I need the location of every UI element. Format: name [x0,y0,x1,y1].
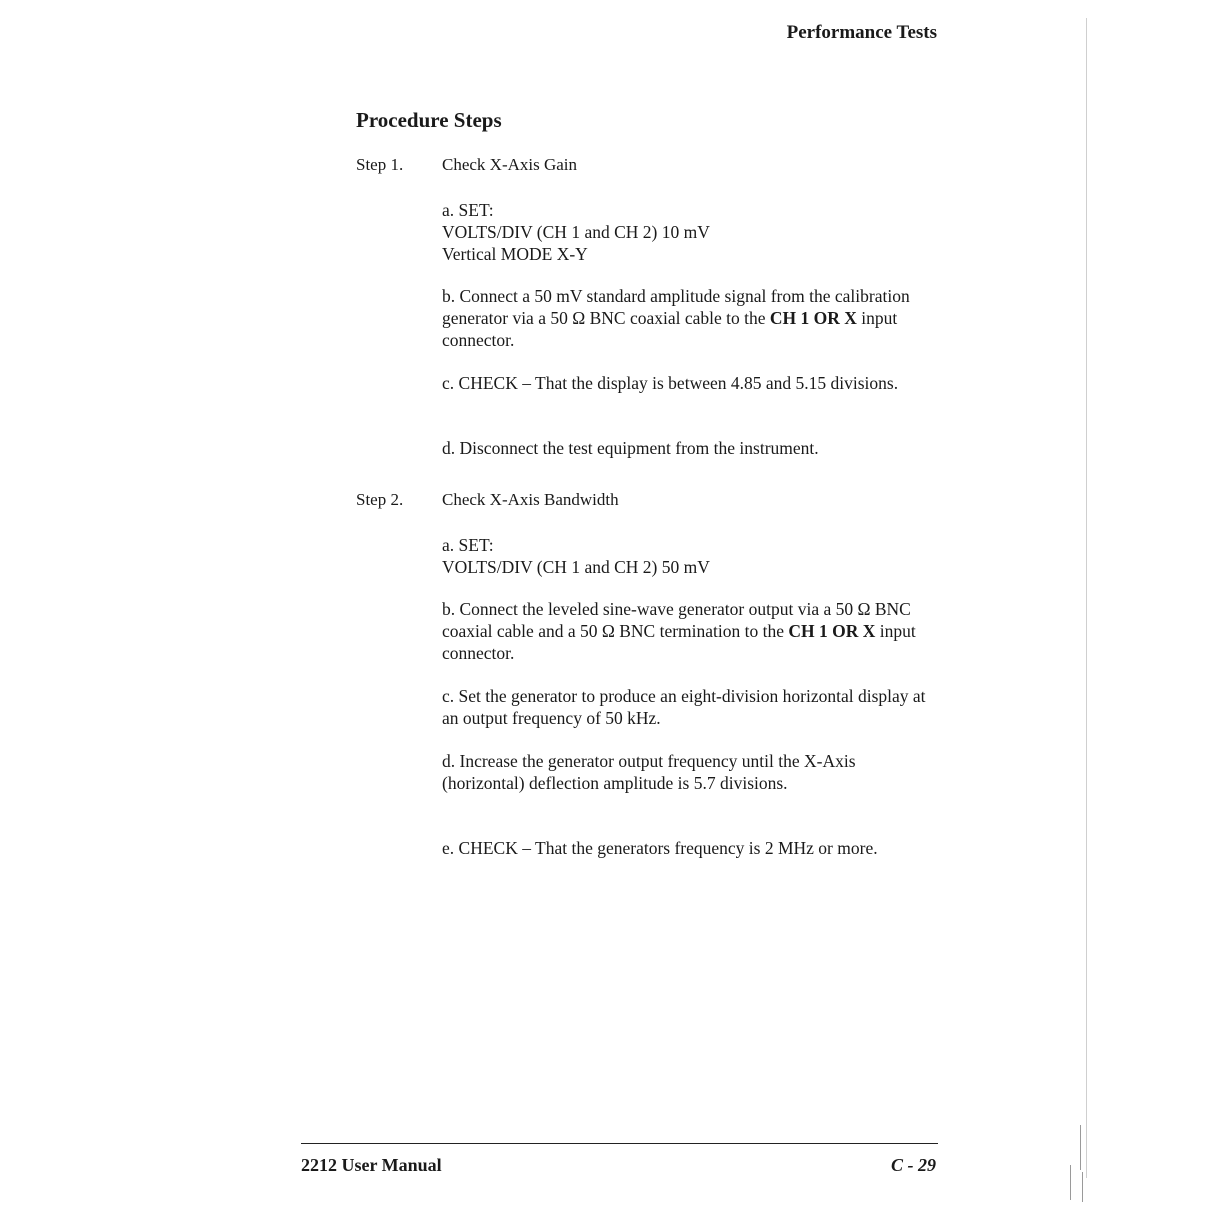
substep-text: a. SET: [442,535,494,555]
step-2-substep-a [442,535,942,579]
connector-name: CH 1 OR X [769,307,857,328]
footer-page-number: C - 29 [891,1155,936,1175]
step-2-substep-c [442,686,940,730]
substep-text: d. Disconnect the test equipment from the instrument. [442,438,819,458]
setting-line: VOLTS/DIV (CH 1 and CH 2) 10 mV [442,221,710,242]
step-1-substep-a [442,200,942,265]
edge-mark [1080,1125,1081,1170]
step-1-label: Step 1. [356,155,404,174]
step-2-substep-b [442,599,927,664]
page-edge-line [1086,18,1087,1178]
edge-mark [1082,1172,1083,1202]
substep-text: input connector. [442,307,898,350]
step-1-title: Check X-Axis Gain [442,155,578,174]
substep-text: d. Increase the generator output frequency until the X-Axis (horizontal) deflection amplitude is 5.7 divisions. [442,751,856,793]
running-header: Performance Tests [786,22,937,43]
substep-text: c. Set the generator to produce an eight-division horizontal display at an output frequency of 50 kHz. [442,686,926,728]
step-1-substep-c [442,373,932,395]
setting-line: VOLTS/DIV (CH 1 and CH 2) 50 mV [442,556,710,577]
step-2-title: Check X-Axis Bandwidth [442,490,619,509]
step-2-substep-d [442,751,902,795]
footer-rule [301,1143,938,1144]
footer-manual-title: 2212 User Manual [301,1155,442,1175]
step-1-substep-d [442,438,942,460]
substep-text: b. Connect the leveled sine-wave generator output via a 50 Ω BNC coaxial cable and a 50 Ω BNC termination to the [442,599,911,641]
section-title: Procedure Steps [356,108,502,132]
step-2-label: Step 2. [356,490,404,509]
substep-text: b. Connect a 50 mV standard amplitude signal from the calibration generator via a 50 Ω BNC coaxial cable to the [442,286,910,328]
edge-mark [1070,1165,1071,1200]
setting-line: Vertical MODE X-Y [442,243,588,264]
substep-text: input connector. [442,620,916,663]
step-2-substep-e [442,838,922,860]
connector-name: CH 1 OR X [788,620,876,641]
substep-text: c. CHECK – That the display is between 4.85 and 5.15 divisions. [442,373,899,393]
substep-text: a. SET: [442,200,494,220]
substep-text: e. CHECK – That the generators frequency is 2 MHz or more. [442,838,878,858]
step-1-substep-b [442,286,932,351]
